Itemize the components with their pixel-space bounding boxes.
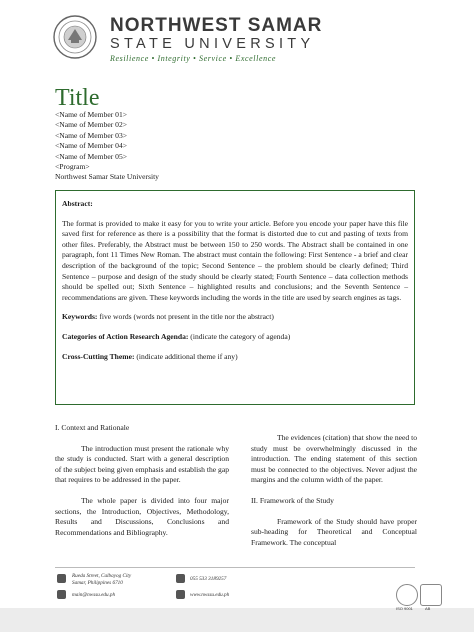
accreditation-label: AB	[425, 606, 431, 611]
section-heading-context: I. Context and Rationale	[55, 423, 130, 432]
iso-cert-badge	[396, 584, 418, 606]
crosscutting-line	[62, 352, 408, 363]
globe-icon	[176, 590, 185, 599]
footer-phone: 055 533 3189257	[190, 576, 227, 582]
email-icon	[57, 590, 66, 599]
paragraph: The introduction must present the rationale why the study is conducted. Start with a general description of the subject being given emphasis and establish the gap that requires to be addressed in the paper.	[55, 443, 229, 485]
university-subtitle: STATE UNIVERSITY	[110, 36, 315, 52]
categories-label: Categories of Action Research Agenda:	[62, 331, 189, 341]
crosscutting-value: (indicate additional theme if any)	[134, 351, 238, 361]
university-name: NORTHWEST SAMAR	[110, 15, 323, 36]
address-line: Rueda Street, Calbayog City	[72, 573, 132, 579]
university-seal-logo	[52, 14, 98, 60]
member-name: <Name of Member 04>	[55, 141, 128, 151]
abstract-heading: Abstract:	[62, 199, 93, 208]
member-name: <Name of Member 01>	[55, 110, 128, 119]
footer-website[interactable]: www.nwssu.edu.ph	[190, 592, 230, 598]
member-name: <Name of Member 02>	[55, 120, 128, 130]
paragraph: Framework of the Study should have proper sub-heading for Theoretical and Conceptual Framework. The conceptual	[251, 516, 417, 547]
abstract-box	[55, 190, 415, 405]
paper-title: Title	[55, 85, 100, 111]
author-list	[55, 110, 159, 183]
institution-name: Northwest Samar State University	[55, 172, 159, 182]
left-column	[55, 423, 229, 548]
section-heading-framework: II. Framework of the Study	[251, 495, 334, 505]
accreditation-badge	[420, 584, 442, 606]
keywords-value: five words (words not present in the title nor the abstract)	[97, 312, 274, 322]
right-column	[251, 433, 417, 558]
footer-divider	[55, 567, 415, 568]
crosscutting-label: Cross-Cutting Theme:	[62, 351, 135, 361]
footer-email[interactable]: main@nwssu.edu.ph	[72, 592, 116, 598]
program-name: <Program>	[55, 162, 90, 172]
paragraph: The whole paper is divided into four major sections, the Introduction, Objectives, Methodology, Results and Discussions, Conclusions and Recommendations and Bibliography.	[55, 495, 229, 537]
categories-line	[62, 332, 408, 343]
university-tagline: Resilience • Integrity • Service • Excellence	[110, 54, 276, 63]
location-icon	[57, 574, 66, 583]
footer-address	[72, 573, 131, 586]
phone-icon	[176, 574, 185, 583]
abstract-text: The format is provided to make it easy for you to write your article. Before you encode your paper have this file saved first for reference as there is a possibility that the format is distorted due to cut and pasting of texts from other files. Preferably, the Abstract must be between 150 to 250 words. The Abstract shall be contained in one paragraph, font 11 Times New Roman. The abstract must contain the following: First Sentence - a brief and clear description of the background of the topic; Second Sentence – the problem should be clearly defined; Third Sentence – purpose and design of the study should be clearly stated; Fourth Sentence – data collection methods should be spelled out; Sixth Sentence – highlighted results and conclusions; and the Seventh Sentence – recommendations are given. These keywords including the words in the title are used by search engines as tags.	[62, 218, 408, 302]
address-line: Samar, Philippines 6710	[72, 579, 123, 586]
member-name: <Name of Member 05>	[55, 151, 128, 161]
paragraph: The evidences (citation) that show the need to study must be overwhelmingly discussed in the introduction. The ending statement of this section must be connected to the objectives. Never adjust the margins and the column width of the paper.	[251, 433, 417, 485]
categories-value: (indicate the category of agenda)	[188, 331, 291, 341]
iso-cert-label: ISO 9001	[396, 606, 413, 611]
keywords-line	[62, 312, 408, 323]
keywords-label: Keywords:	[62, 312, 98, 322]
footer-band	[0, 608, 474, 632]
member-name: <Name of Member 03>	[55, 130, 128, 140]
